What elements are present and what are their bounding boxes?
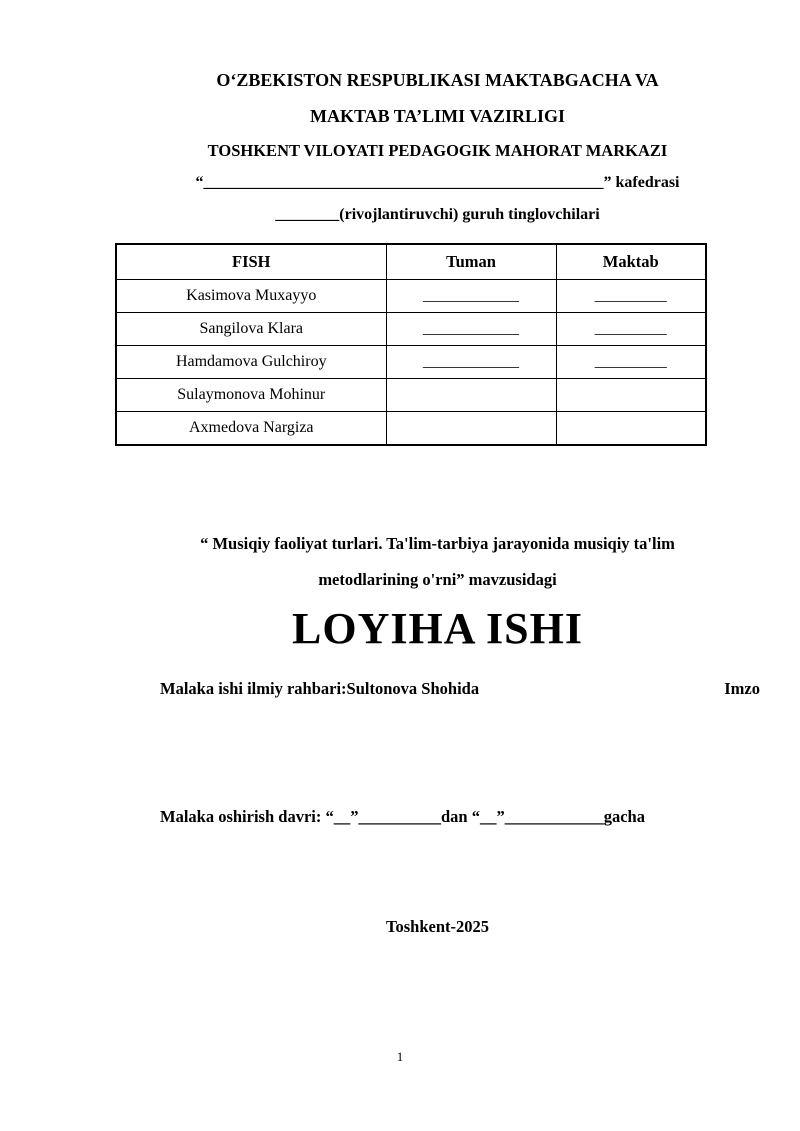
topic-line2: metodlarining o'rni” mavzusidagi	[318, 570, 557, 589]
cell-fish: Hamdamova Gulchiroy	[116, 346, 386, 379]
cell-maktab	[556, 379, 706, 412]
cell-tuman: ____________	[386, 280, 556, 313]
table-row	[116, 313, 706, 346]
cell-fish: Axmedova Nargiza	[116, 412, 386, 446]
table-row	[116, 412, 706, 446]
participants-table	[115, 243, 707, 446]
cell-maktab	[556, 412, 706, 446]
page-number: 1	[396, 1049, 404, 1064]
period-line: Malaka oshirish davri: “__”__________dan “__”____________gacha	[160, 807, 645, 826]
supervisor-row	[115, 678, 760, 700]
supervisor-label: Malaka ishi ilmiy rahbari:Sultonova Shohida	[160, 679, 480, 698]
cell-maktab: _________	[556, 346, 706, 379]
cell-fish: Sulaymonova Mohinur	[116, 379, 386, 412]
group-line: ________(rivojlantiruvchi) guruh tinglovchilari	[275, 206, 600, 223]
topic-line1: “ Musiqiy faoliyat turlari. Ta'lim-tarbiya jarayonida musiqiy ta'lim	[200, 534, 675, 553]
document-header	[115, 62, 760, 231]
main-title: LOYIHA ISHI	[292, 604, 583, 653]
ministry-title-line1: O‘ZBEKISTON RESPUBLIKASI MAKTABGACHA VA	[216, 70, 659, 90]
cell-fish: Sangilova Klara	[116, 313, 386, 346]
table-header-row	[116, 244, 706, 280]
column-header-tuman: Tuman	[386, 244, 556, 280]
cell-tuman: ____________	[386, 346, 556, 379]
column-header-maktab: Maktab	[556, 244, 706, 280]
city-year: Toshkent-2025	[385, 917, 489, 936]
table-row	[116, 280, 706, 313]
cell-tuman: ____________	[386, 313, 556, 346]
center-title: TOSHKENT VILOYATI PEDAGOGIK MAHORAT MARKAZI	[207, 141, 668, 160]
table-row	[116, 346, 706, 379]
cell-tuman	[386, 379, 556, 412]
cell-tuman	[386, 412, 556, 446]
imzo-label: Imzo	[724, 679, 760, 698]
cell-maktab: _________	[556, 280, 706, 313]
column-header-fish: FISH	[116, 244, 386, 280]
table-row	[116, 379, 706, 412]
cell-fish: Kasimova Muxayyo	[116, 280, 386, 313]
cell-maktab: _________	[556, 313, 706, 346]
ministry-title-line2: MAKTAB TA’LIMI VAZIRLIGI	[309, 106, 566, 126]
kafedra-line: “__________________________________________________” kafedrasi	[195, 174, 680, 191]
topic-block	[115, 526, 760, 598]
